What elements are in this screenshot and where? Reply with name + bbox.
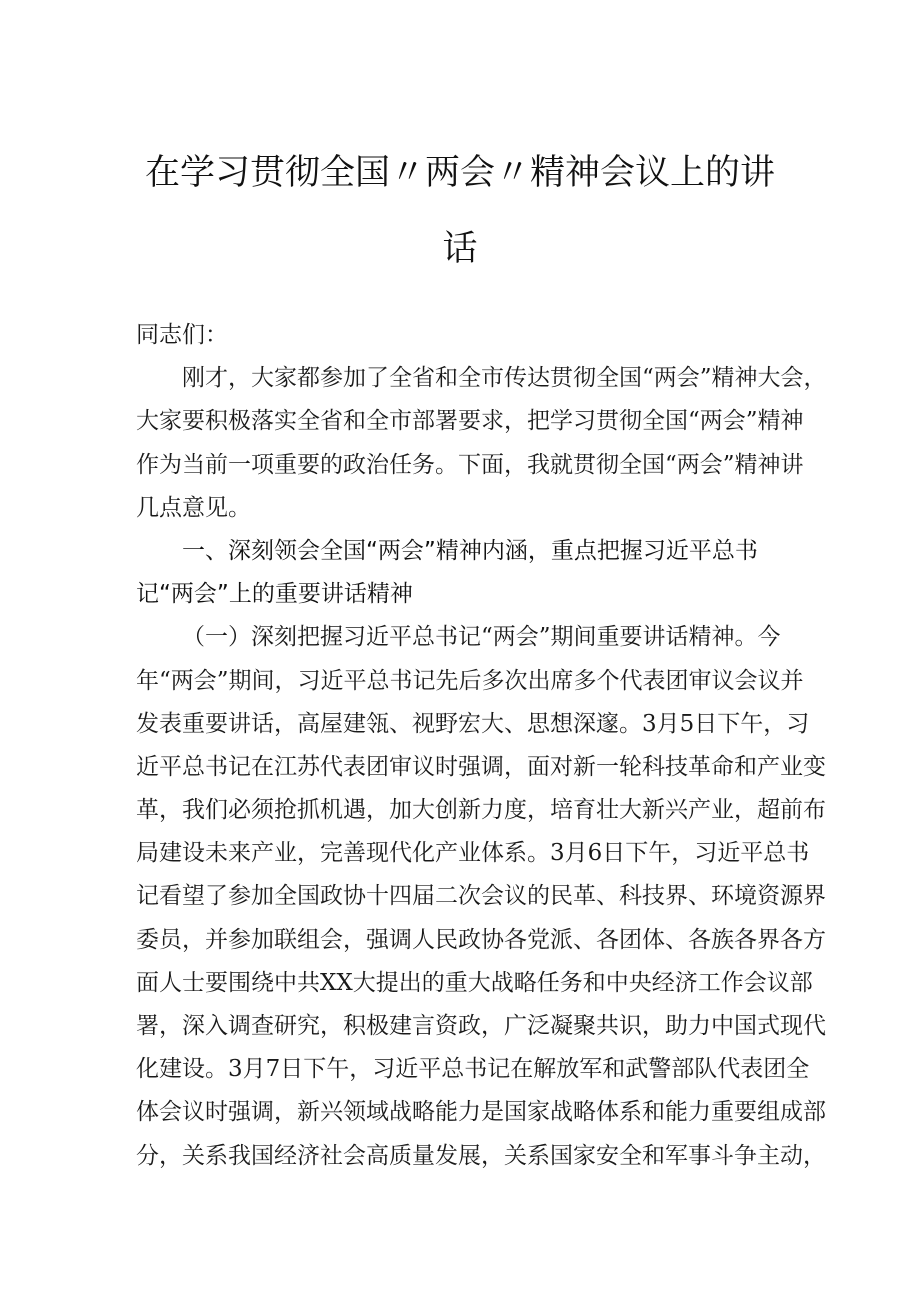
title-line-2: 话 [442,229,478,269]
paragraph-2 [136,616,826,1177]
paragraph-1-line-2: 大家要积极落实全省和全市部署要求，把学习贯彻全国“两会”精神 [136,408,804,435]
paragraph-2-line-9: 面人士要围绕中共XX大提出的重大战略任务和中央经济工作会议部 [136,969,813,996]
paragraph-2-line-3: 发表重要讲话，高屋建瓴、视野宏大、思想深邃。3月5日下午，习 [136,710,810,737]
paragraph-2-line-11: 化建设。3月7日下午，习近平总书记在解放军和武警部队代表团全 [136,1056,810,1083]
paragraph-1-line-4: 几点意见。 [136,494,251,521]
paragraph-2-line-2: 年“两会”期间，习近平总书记先后多次出席多个代表团审议会议并 [136,667,804,694]
section-heading-1 [136,530,790,616]
paragraph-2-line-8: 委员，并参加联组会，强调人民政协各党派、各团体、各族各界各方 [136,926,826,953]
paragraph-2-line-4: 近平总书记在江苏代表团审议时强调，面对新一轮科技革命和产业变 [136,753,826,780]
paragraph-1 [136,357,827,530]
paragraph-2-line-7: 记看望了参加全国政协十四届二次会议的民革、科技界、环境资源界 [136,883,826,910]
heading-1-line-2: 记“两会”上的重要讲话精神 [136,581,413,608]
paragraph-2-line-10: 署，深入调查研究，积极建言资政，广泛凝聚共识，助力中国式现代 [136,1013,826,1039]
paragraph-1-line-3: 作为当前一项重要的政治任务。下面，我就贯彻全国“两会”精神讲 [136,451,804,478]
paragraph-2-line-5: 革，我们必须抢抓机遇，加大创新力度，培育壮大新兴产业，超前布 [136,797,826,824]
paragraph-1-line-1: 刚才，大家都参加了全省和全市传达贯彻全国“两会”精神大会， [182,365,827,392]
salutation: 同志们： [136,322,228,348]
paragraph-2-line-12: 体会议时强调，新兴领域战略能力是国家战略体系和能力重要组成部 [136,1099,826,1126]
document-title [140,135,780,287]
document-body [136,314,827,1178]
title-line-1: 在学习贯彻全国〃两会〃精神会议上的讲 [144,153,775,193]
paragraph-2-line-13: 分，关系我国经济社会高质量发展，关系国家安全和军事斗争主动， [136,1142,826,1169]
paragraph-2-line-1: （一）深刻把握习近平总书记“两会”期间重要讲话精神。今 [182,624,781,651]
paragraph-2-line-6: 局建设未来产业，完善现代化产业体系。3月6日下午，习近平总书 [136,840,810,867]
heading-1-line-1: 一、深刻领会全国“两会”精神内涵，重点把握习近平总书 [182,537,758,564]
